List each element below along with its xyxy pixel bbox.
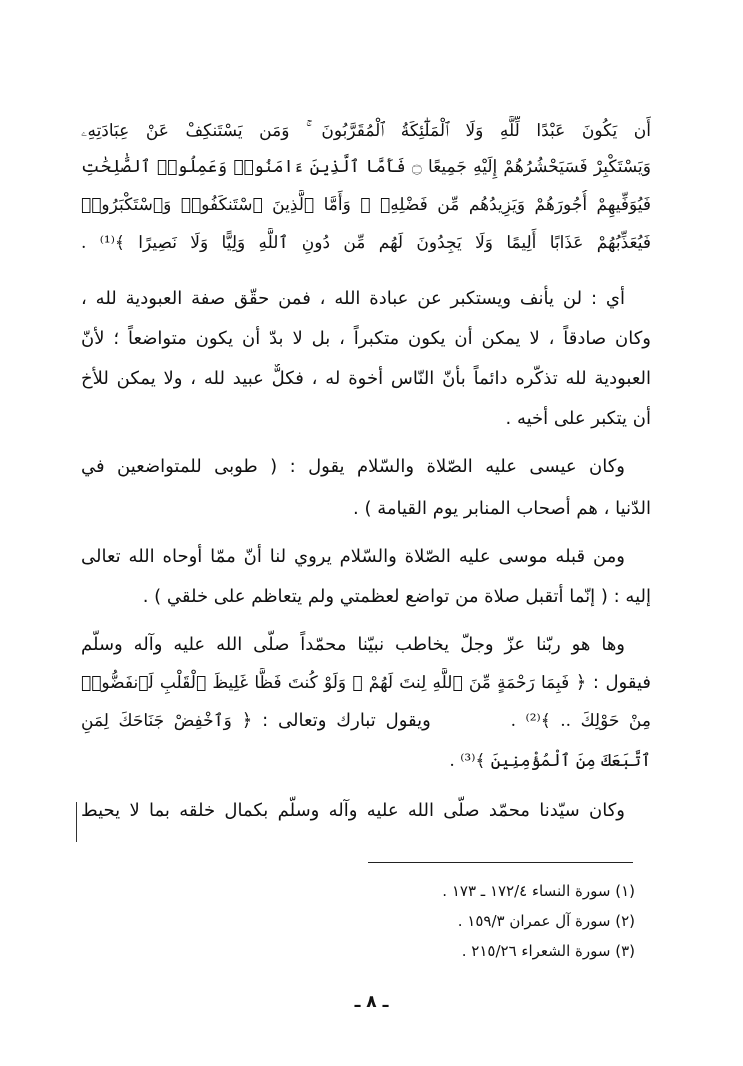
paragraph-4-line-1: وها هو ربّنا عزّ وجلّ يخاطب نبيّنا محمّداً صلّى الله عليه وآله وسلّم <box>81 634 625 655</box>
footnote-2: (٢) سورة آل عمران ١٥٩/٣ . <box>457 912 635 930</box>
footnote-3: (٣) سورة الشعراء ٢١٥/٢٦ . <box>461 942 635 960</box>
margin-line-mark <box>76 802 77 842</box>
paragraph-1-line-1: أي : لن يأنف ويستكبر عن عبادة الله ، فمن حقّق صفة العبودية لله ، <box>81 288 625 309</box>
paragraph-3-line-2: إليه : ( إنّما أتقبل صلاة من تواضع لعظمتي ولم يتعاظم على خلقي ) . <box>142 586 651 607</box>
paragraph-4-line-2 <box>81 668 651 698</box>
paragraph-2-line-1: وكان عيسى عليه الصّلاة والسّلام يقول : ( طوبى للمتواضعين في <box>81 456 625 477</box>
paragraph-1-line-3: العبودية لله تذكّره دائماً بأنّ النّاس أخوة له ، فكلٌّ عبيد لله ، ولا يمكن للأخ <box>81 368 651 389</box>
verse-line-2: وَيَسْتَكْبِرْ فَسَيَحْشُرُهُمْ إِلَيْهِ جَمِيعًا ۝ فَأَمَّا ٱلَّذِينَ ءَامَنُوا۟ وَعَمِلُوا۟ ٱلصَّٰلِحَٰتِ <box>81 157 651 177</box>
paragraph-4-line-3-intro: ويقول تبارك وتعالى : ﴿ <box>241 710 431 731</box>
paragraph-2-line-2: الدّنيا ، هم أصحاب المنابر يوم القيامة ) . <box>353 498 651 519</box>
paragraph-4-line-4: ٱتَّبَعَكَ مِنَ ٱلْمُؤْمِنِينَ ﴾⁽³⁾ . <box>449 751 651 771</box>
quran-quote-1: فَبِمَا رَحْمَةٍ مِّنَ ٱللَّهِ لِنتَ لَهُمْ ۖ وَلَوْ كُنتَ فَظًّا غَلِيظَ ٱلْقَلْبِ لَٱنفَضُّوا۟ <box>81 673 570 693</box>
footnote-1: (١) سورة النساء ١٧٢/٤ ـ ١٧٣ . <box>442 882 635 900</box>
paragraph-1-line-2: وكان صادقاً ، لا يمكن أن يكون متكبراً ، بل لا بدّ أن يكون متواضعاً ؛ لأنّ <box>81 328 651 349</box>
page-number: ـ ٨ ـ <box>354 992 389 1012</box>
paragraph-5-line-1: وكان سيّدنا محمّد صلّى الله عليه وآله وسلّم بكمال خلقه بما لا يحيط <box>81 800 625 821</box>
paragraph-1-line-4: أن يتكبر على أخيه . <box>505 408 651 429</box>
verse-line-4: فَيُعَذِّبُهُمْ عَذَابًا أَلِيمًا وَلَا يَجِدُونَ لَهُم مِّن دُونِ ٱللَّهِ وَلِيًّا وَلَا نَصِيرًا ﴾⁽¹⁾ . <box>81 233 651 253</box>
verse-line-1: أَن يَكُونَ عَبْدًا لِّلَّهِ وَلَا ٱلْمَلَٰٓئِكَةُ ٱلْمُقَرَّبُونَ ۚ وَمَن يَسْتَنكِفْ عَنْ عِبَادَتِهِۦ <box>81 121 651 141</box>
paragraph-4-line-3 <box>81 706 651 736</box>
verse-line-3: فَيُوَفِّيهِمْ أُجُورَهُمْ وَيَزِيدُهُم مِّن فَضْلِهِۦ ۖ وَأَمَّا ٱلَّذِينَ ٱسْتَنكَفُوا۟ وَٱسْتَكْبَرُوا۟ <box>81 195 651 215</box>
quran-quote-2: وَٱخْفِضْ جَنَاحَكَ لِمَنِ <box>81 711 232 731</box>
quran-quote-1-end: مِنْ حَوْلِكَ .. ﴾⁽²⁾ . <box>510 711 651 731</box>
paragraph-3-line-1: ومن قبله موسى عليه الصّلاة والسّلام يروي لنا أنّ ممّا أوحاه الله تعالى <box>81 546 625 567</box>
footnote-separator <box>368 862 633 863</box>
paragraph-4-line-2-intro: فيقول : ﴿ <box>575 672 651 693</box>
